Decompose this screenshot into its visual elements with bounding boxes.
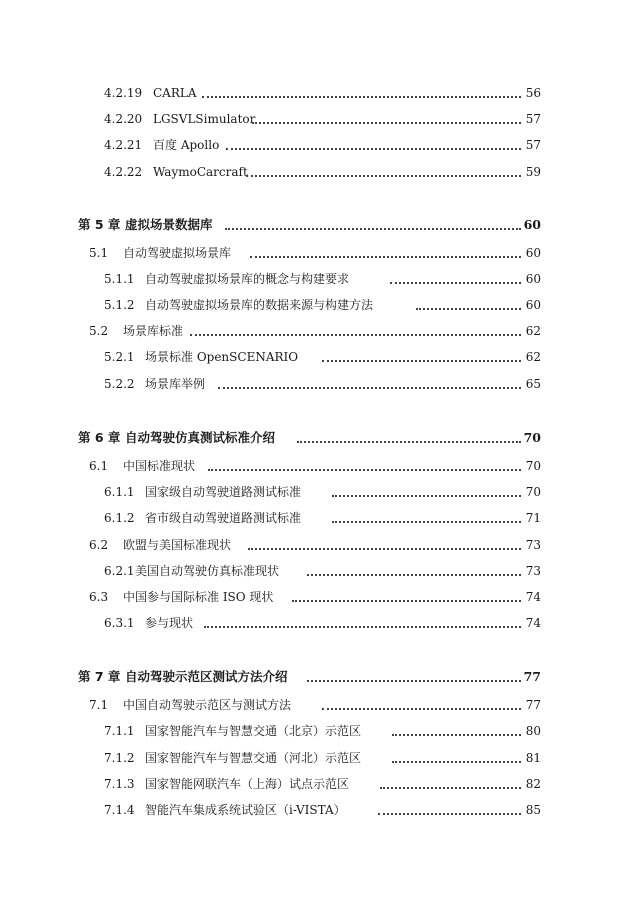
entry-number: 5.1 [89, 246, 109, 260]
entry-number: 6.3 [89, 590, 109, 604]
entry-number: 4.2.20 [104, 112, 143, 126]
leader-dots [416, 308, 521, 310]
entry-page: 82 [525, 777, 541, 791]
entry-page: 70 [525, 459, 541, 473]
leader-dots [322, 360, 521, 362]
toc-entry-5-2-2 [0, 373, 619, 393]
leader-dots [202, 96, 521, 98]
entry-title: 场景库举例 [145, 377, 206, 391]
entry-number: 7.1.3 [104, 777, 135, 791]
entry-title: 欧盟与美国标准现状 [123, 538, 232, 552]
toc-entry-6-3 [0, 586, 619, 606]
entry-page: 74 [525, 616, 541, 630]
entry-title: 国家智能汽车与智慧交通（北京）示范区 [145, 724, 362, 738]
entry-number: 6.2.1 [104, 564, 135, 578]
entry-title: 自动驾驶虚拟场景库 [123, 246, 232, 260]
entry-number: 7.1.2 [104, 751, 135, 765]
leader-dots [307, 574, 521, 576]
toc-chapter-5 [0, 214, 619, 234]
entry-number: 5.2.1 [104, 350, 135, 364]
entry-number: 6.1 [89, 459, 109, 473]
chapter-title: 自动驾驶示范区测试方法介绍 [125, 669, 288, 684]
leader-dots [392, 734, 521, 736]
entry-page: 62 [525, 324, 541, 338]
entry-number: 4.2.22 [104, 165, 143, 179]
entry-number: 5.1.1 [104, 272, 135, 286]
entry-title: 场景标准 OpenSCENARIO [145, 350, 299, 364]
toc-entry-6-2 [0, 534, 619, 554]
entry-page: 74 [525, 590, 541, 604]
entry-title: 国家级自动驾驶道路测试标准 [145, 485, 302, 499]
entry-number: 5.1.2 [104, 298, 135, 312]
entry-number: 6.1.1 [104, 485, 135, 499]
leader-dots [332, 521, 521, 523]
entry-page: 56 [525, 86, 541, 100]
toc-entry-7-1-2 [0, 747, 619, 767]
entry-number: 6.1.2 [104, 511, 135, 525]
entry-title: CARLA [153, 86, 197, 100]
entry-title: 省市级自动驾驶道路测试标准 [145, 511, 302, 525]
entry-page: 65 [525, 377, 541, 391]
leader-dots [208, 469, 521, 471]
toc-entry-4-2-21 [0, 134, 619, 154]
entry-title: 智能汽车集成系统试验区（i-VISTA） [145, 803, 346, 817]
chapter-title: 自动驾驶仿真测试标准介绍 [125, 430, 276, 445]
toc-entry-6-2-1 [0, 560, 619, 580]
toc-chapter-6 [0, 427, 619, 447]
leader-dots [380, 787, 521, 789]
toc-entry-6-1-2 [0, 507, 619, 527]
entry-title: WaymoCarcraft [153, 165, 248, 179]
toc-entry-4-2-22 [0, 161, 619, 181]
leader-dots [250, 256, 521, 258]
entry-number: 6.2 [89, 538, 109, 552]
toc-entry-6-3-1 [0, 612, 619, 632]
leader-dots [246, 175, 521, 177]
entry-page: 77 [525, 698, 541, 712]
chapter-number: 第 6 章 [78, 430, 121, 445]
leader-dots [390, 282, 521, 284]
entry-page: 70 [525, 485, 541, 499]
entry-page: 57 [525, 112, 541, 126]
toc-entry-5-2-1 [0, 346, 619, 366]
leader-dots [204, 626, 521, 628]
entry-page: 81 [525, 751, 541, 765]
entry-title: LGSVLSimulator [153, 112, 256, 126]
entry-page: 57 [525, 138, 541, 152]
entry-title: 美国自动驾驶仿真标准现状 [135, 564, 280, 578]
entry-page: 60 [525, 298, 541, 312]
entry-title: 中国标准现状 [123, 459, 196, 473]
toc-entry-5-1-1 [0, 268, 619, 288]
entry-number: 4.2.21 [104, 138, 143, 152]
toc-entry-7-1-4 [0, 799, 619, 819]
entry-title: 国家智能汽车与智慧交通（河北）示范区 [145, 751, 362, 765]
leader-dots [292, 600, 521, 602]
toc-entry-5-2 [0, 320, 619, 340]
toc-entry-7-1 [0, 694, 619, 714]
entry-title: 中国参与国际标准 ISO 现状 [123, 590, 274, 604]
leader-dots [248, 548, 521, 550]
leader-dots [392, 761, 521, 763]
entry-number: 5.2.2 [104, 377, 135, 391]
toc-entry-7-1-1 [0, 720, 619, 740]
entry-page: 59 [525, 165, 541, 179]
entry-title: 百度 Apollo [153, 138, 220, 152]
toc-entry-4-2-19 [0, 82, 619, 102]
entry-title: 场景库标准 [123, 324, 184, 338]
leader-dots [226, 148, 521, 150]
leader-dots [218, 387, 521, 389]
entry-page: 62 [525, 350, 541, 364]
toc-entry-6-1-1 [0, 481, 619, 501]
entry-title: 国家智能网联汽车（上海）试点示范区 [145, 777, 350, 791]
entry-page: 73 [525, 564, 541, 578]
entry-title: 中国自动驾驶示范区与测试方法 [123, 698, 292, 712]
leader-dots [252, 122, 521, 124]
chapter-page: 70 [523, 430, 541, 445]
leader-dots [378, 813, 521, 815]
entry-number: 6.3.1 [104, 616, 135, 630]
chapter-number: 第 5 章 [78, 217, 121, 232]
chapter-page: 60 [523, 217, 541, 232]
leader-dots [307, 680, 521, 682]
entry-title: 自动驾驶虚拟场景库的数据来源与构建方法 [145, 298, 374, 312]
entry-page: 85 [525, 803, 541, 817]
toc-entry-5-1-2 [0, 294, 619, 314]
leader-dots [225, 228, 521, 230]
entry-page: 80 [525, 724, 541, 738]
entry-title: 参与现状 [145, 616, 194, 630]
entry-number: 7.1.1 [104, 724, 135, 738]
chapter-number: 第 7 章 [78, 669, 121, 684]
leader-dots [332, 495, 521, 497]
entry-page: 60 [525, 246, 541, 260]
chapter-page: 77 [523, 669, 541, 684]
chapter-title: 虚拟场景数据库 [125, 217, 213, 232]
entry-page: 60 [525, 272, 541, 286]
entry-title: 自动驾驶虚拟场景库的概念与构建要求 [145, 272, 350, 286]
leader-dots [297, 441, 521, 443]
toc-chapter-7 [0, 666, 619, 686]
leader-dots [322, 708, 521, 710]
toc-entry-4-2-20 [0, 108, 619, 128]
entry-number: 7.1 [89, 698, 109, 712]
leader-dots [190, 334, 521, 336]
entry-page: 71 [525, 511, 541, 525]
entry-number: 7.1.4 [104, 803, 135, 817]
toc-entry-7-1-3 [0, 773, 619, 793]
entry-page: 73 [525, 538, 541, 552]
toc-entry-5-1 [0, 242, 619, 262]
toc-entry-6-1 [0, 455, 619, 475]
entry-number: 5.2 [89, 324, 109, 338]
entry-number: 4.2.19 [104, 86, 143, 100]
